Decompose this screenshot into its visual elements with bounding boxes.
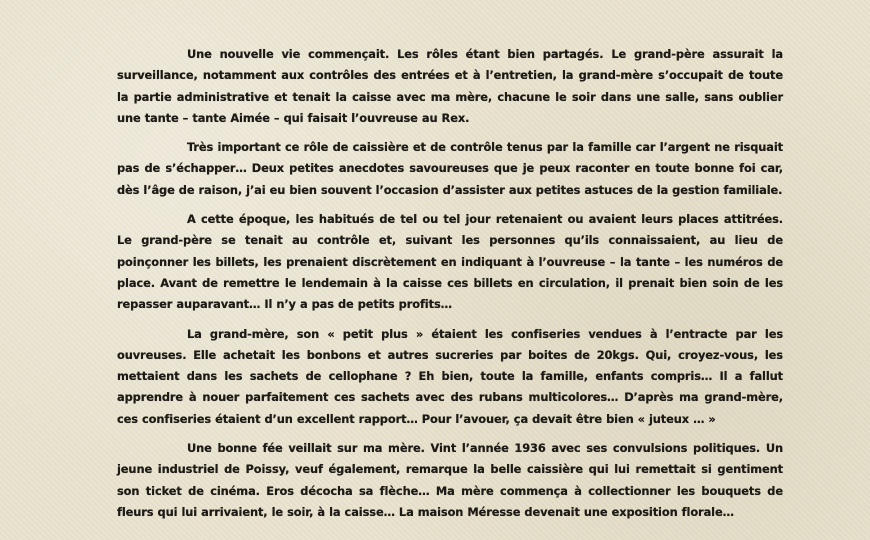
paragraph-2: Très important ce rôle de caissière et de contrôle tenus par la famille car l’argent ne risquait pas de s’échapper… Deux petites anecdotes savoureuses que je peux raconter en toute bonne foi car, dès l’âge de raison, j’ai eu bien souvent l’occasion d’assister aux petites astuces de la gestion familiale. [117, 140, 783, 197]
paragraph-4: La grand-mère, son « petit plus » étaient les confiseries vendues à l’entracte par les ouvreuses. Elle achetait les bonbons et autres sucreries par boites de 20kgs. Qui, croyez-vous, les mettaient dans les sachets de cellophane ? Eh bien, toute la famille, enfants compris… Il a fallut apprendre à nouer parfaitement ces sachets avec des rubans multicolores… D’après ma grand-mère, ces confiseries étaient d’un excellent rapport… Pour l’avouer, ça devait être bien « juteux … » [117, 326, 783, 426]
paragraph-5: Une bonne fée veillait sur ma mère. Vint l’année 1936 avec ses convulsions politiques. Un jeune industriel de Poissy, veuf également, remarque la belle caissière qui lui remettait si gentiment son ticket de cinéma. Eros décocha sa flèche… Ma mère commença à collectionner les bouquets de fleurs qui lui arrivaient, le soir, à la caisse… La maison Méresse devenait une exposition florale… [117, 441, 783, 519]
paragraph-1: Une nouvelle vie commençait. Les rôles étant bien partagés. Le grand-père assurait la surveillance, notamment aux contrôles des entrées et à l’entretien, la grand-mère s’occupait de toute la partie administrative et tenait la caisse avec ma mère, chacune le soir dans une salle, sans oublier une tante – tante Aimée – qui faisait l’ouvreuse au Rex. [117, 47, 783, 125]
paragraph-3: A cette époque, les habitués de tel ou tel jour retenaient ou avaient leurs places attitrées. Le grand-père se tenait au contrôle et, suivant les personnes qu’ils connaissaient, au lieu de poinçonner les billets, les prenaient discrètement en indiquant à l’ouvreuse – la tante – les numéros de place. Avant de remettre le lendemain à la caisse ces billets en circulation, il prenait bien soin de les repasser auparavant… Il n’y a pas de petits profits… [117, 212, 783, 312]
document-page [117, 44, 783, 531]
